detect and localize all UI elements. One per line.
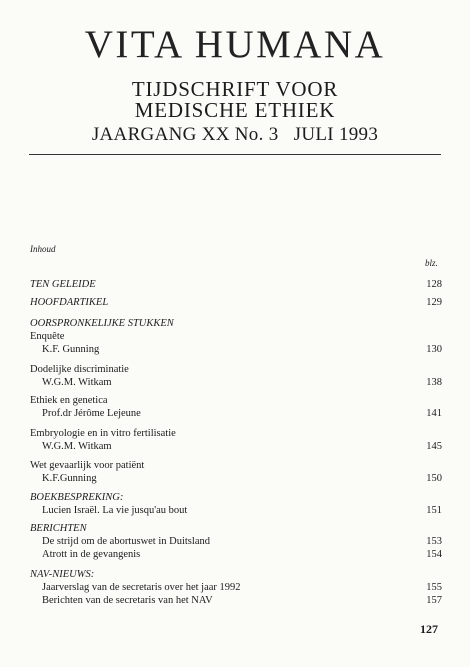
issue-line: JAARGANG XX No. 3 JULI 1993: [91, 124, 379, 145]
toc-page-number: 153: [426, 536, 442, 547]
toc-item-label: W.G.M. Witkam: [42, 441, 112, 452]
toc-article-title: Wet gevaarlijk voor patiënt: [30, 460, 145, 471]
toc-item: [30, 343, 442, 356]
toc-item-label: Atrott in de gevangenis: [42, 549, 141, 560]
toc-item: [30, 594, 442, 607]
journal-subtitle-line2: MEDISCHE ETHIEK: [134, 98, 336, 122]
toc-item: [30, 376, 442, 389]
journal-title: VITA HUMANA: [84, 23, 386, 66]
toc-article: [30, 394, 442, 407]
toc-section: [30, 296, 442, 309]
toc-article-title: Embryologie en in vitro fertilisatie: [30, 428, 176, 439]
toc-section: [30, 317, 442, 330]
toc-section: [30, 491, 442, 504]
toc-item: [30, 504, 442, 517]
toc-article: [30, 363, 442, 376]
toc-section-label: TEN GELEIDE: [30, 279, 96, 290]
toc-page-number: 150: [426, 473, 442, 484]
toc-item: [30, 472, 442, 485]
contents-heading: Inhoud: [30, 244, 56, 254]
toc-page-number: 151: [426, 505, 442, 516]
toc-item-label: W.G.M. Witkam: [42, 377, 112, 388]
toc-page-number: 145: [426, 441, 442, 452]
toc-item-label: De strijd om de abortuswet in Duitsland: [42, 536, 210, 547]
toc-item-label: Jaarverslag van de secretaris over het jaar 1992: [42, 582, 241, 593]
page-column-label: blz.: [425, 258, 438, 268]
toc-page-number: 155: [426, 582, 442, 593]
toc-article: [30, 330, 442, 343]
page-number: 127: [420, 622, 438, 636]
toc-item: [30, 535, 442, 548]
toc-page-number: 154: [426, 549, 442, 560]
header-rule: [29, 154, 441, 155]
toc-section-label: BOEKBESPREKING:: [30, 492, 124, 503]
toc-page-number: 130: [426, 344, 442, 355]
toc-article: [30, 459, 442, 472]
toc-page-number: 138: [426, 377, 442, 388]
toc-article-title: Ethiek en genetica: [30, 395, 108, 406]
toc-page-number: 128: [426, 279, 442, 290]
toc-item: [30, 440, 442, 453]
journal-subtitle-line1: TIJDSCHRIFT VOOR: [131, 77, 339, 101]
toc-section-label: OORSPRONKELIJKE STUKKEN: [30, 318, 174, 329]
toc-section: [30, 278, 442, 291]
toc-item: [30, 407, 442, 420]
toc-page-number: 157: [426, 595, 442, 606]
toc-item-label: K.F. Gunning: [42, 344, 100, 355]
toc-item: [30, 581, 442, 594]
toc-section: [30, 568, 442, 581]
toc-item-label: Prof.dr Jérôme Lejeune: [42, 408, 141, 419]
toc-section: [30, 522, 442, 535]
toc-section-label: HOOFDARTIKEL: [30, 297, 109, 308]
toc-page-number: 129: [426, 297, 442, 308]
toc-item-label: Lucien Israël. La vie jusqu'au bout: [42, 505, 188, 516]
toc-article-title: Dodelijke discriminatie: [30, 364, 129, 375]
toc-article-title: Enquête: [30, 331, 65, 342]
toc-page-number: 141: [426, 408, 442, 419]
toc-item: [30, 548, 442, 561]
toc-section-label: NAV-NIEUWS:: [30, 569, 95, 580]
toc-section-label: BERICHTEN: [30, 523, 87, 534]
toc-item-label: Berichten van de secretaris van het NAV: [42, 595, 213, 606]
toc-article: [30, 427, 442, 440]
toc-item-label: K.F.Gunning: [42, 473, 97, 484]
